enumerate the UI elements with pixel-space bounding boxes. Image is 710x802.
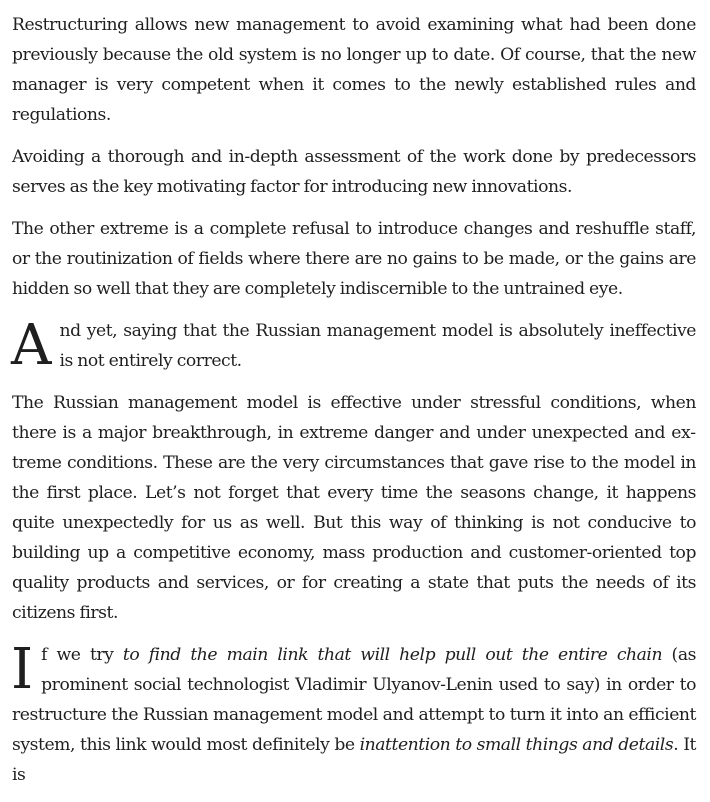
main-link-tail: . It is [12,735,696,785]
small-things-italic-phrase: inattention to small things and details [359,735,674,755]
paragraph-avoiding-assessment: Avoiding a thorough and in-depth assessment of the work done by predecessors serves as the key motivating factor for introducing new innovations. [12,147,696,197]
drop-cap-a: A [11,313,52,378]
paragraph-and-yet-text: nd yet, saying that the Russian management model is absolutely ineffective is not entirely correct. [59,321,696,371]
main-link-lead: f we try [41,645,123,665]
paragraph-management-effective: The Russian management model is effective under stressful conditions, when there is a major breakthrough, in extreme danger and under unexpected and extreme conditions. These are the very circumstances that gave rise to the model in the first place. Let’s not forget that every time the seasons change, it happens quite unexpectedly for us as well. But this way of thinking is not conducive to building up a competitive economy, mass production and customer-oriented top quality products and services, or for creating a state that puts the needs of its citizens first. [12,393,696,623]
main-link-italic-phrase: to find the main link that will help pull out the entire chain [122,645,663,665]
drop-cap-i: I [11,637,34,702]
paragraph-main-link [11,637,696,790]
main-link-middle: (as prominent social technologist Vladimir Ulyanov-Lenin used to say) in order to restructure the Russian management model and attempt to turn it into an efficient system, this link would most definitely be [12,645,696,755]
paragraph-other-extreme: The other extreme is a complete refusal to introduce changes and reshuffle staff, or the routinization of fields where there are no gains to be made, or the gains are hidden so well that they are completely indiscernible to the untrained eye. [12,219,696,299]
paragraph-restructuring: Restructuring allows new management to avoid examining what had been done previously because the old system is no longer up to date. Of course, that the new manager is very competent when it comes to the newly established rules and regulations. [12,15,696,125]
document-page [12,10,696,802]
paragraph-and-yet [11,313,696,378]
